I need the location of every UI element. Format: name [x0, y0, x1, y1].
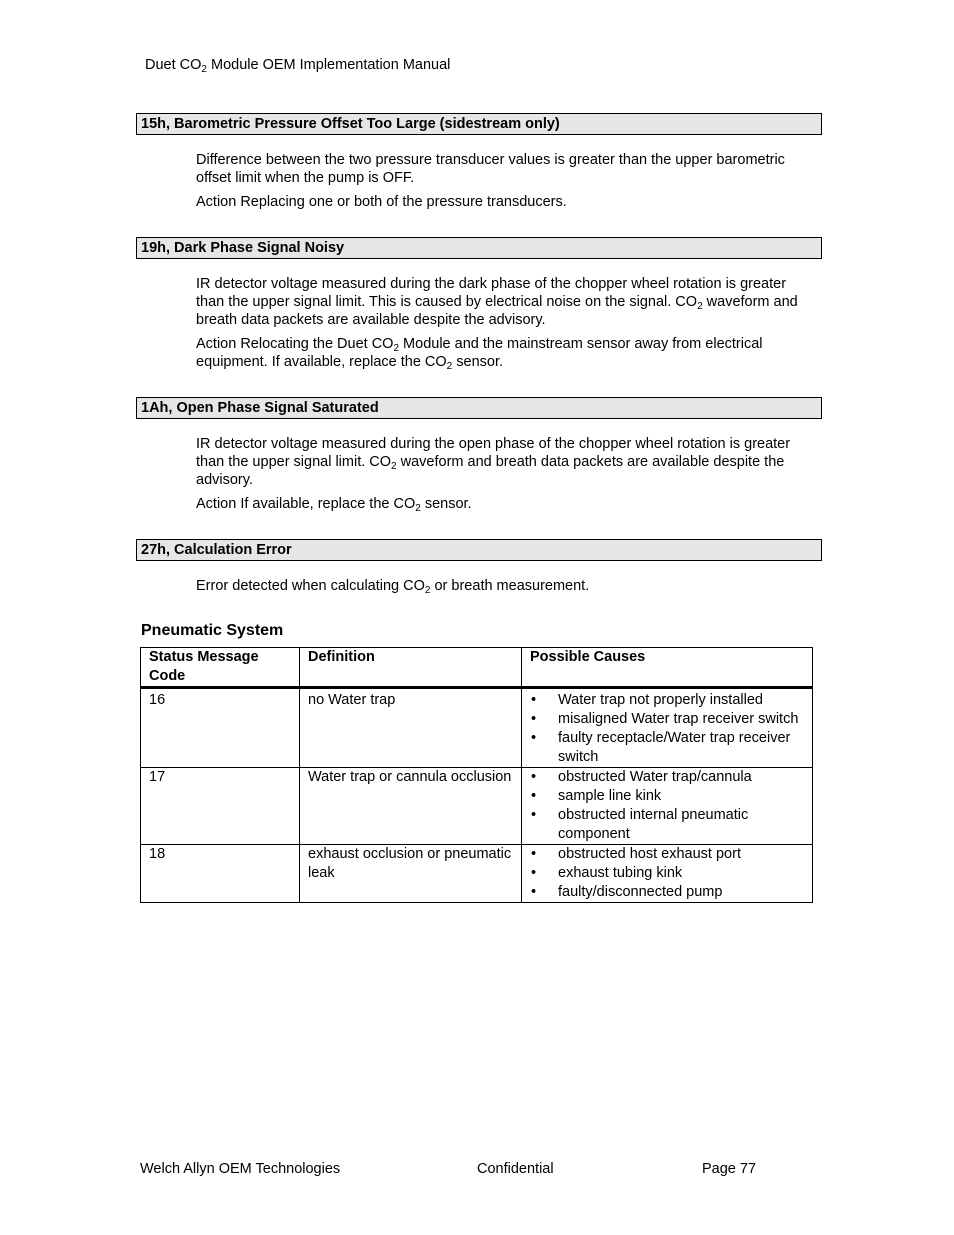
definition: exhaust occlusion or pneumatic leak	[300, 845, 522, 903]
subscript: 2	[415, 503, 421, 514]
text-run: sensor.	[420, 496, 472, 512]
header-text-end: Module OEM Implementation Manual	[206, 57, 451, 73]
possible-causes	[522, 768, 813, 845]
subscript: 2	[446, 361, 453, 372]
column-header-causes: Possible Causes	[522, 648, 813, 688]
text-run: IR detector voltage measured during the open phase of the chopper wheel rotation is greater than the upper signal limit. CO	[196, 436, 791, 470]
text-run: sensor.	[452, 354, 504, 370]
section-15h-action: Action Replacing one or both of the pressure transducers.	[196, 194, 567, 210]
subscript: 2	[391, 461, 397, 472]
subscript: 2	[697, 301, 703, 312]
status-code: 17	[141, 768, 300, 845]
section-title-15h: 15h, Barometric Pressure Offset Too Large (sidestream only)	[136, 113, 822, 135]
list-item: • faulty/disconnected pump	[530, 883, 804, 902]
table-row	[141, 768, 813, 845]
text-run: waveform and breath data packets are available despite the advisory.	[196, 454, 785, 488]
column-header-definition: Definition	[300, 648, 522, 688]
section-1ah-description	[196, 435, 811, 489]
subscript: 2	[424, 585, 431, 596]
list-item: • misaligned Water trap receiver switch	[530, 710, 804, 729]
definition: no Water trap	[300, 688, 522, 768]
pneumatic-table	[140, 647, 813, 903]
text-run: or breath measurement.	[430, 578, 590, 594]
section-title-1ah: 1Ah, Open Phase Signal Saturated	[136, 397, 822, 419]
list-item: • exhaust tubing kink	[530, 864, 804, 883]
document-header	[145, 56, 450, 74]
column-header-code: Status Message Code	[141, 648, 300, 688]
table-row	[141, 845, 813, 903]
list-item: • obstructed Water trap/cannula	[530, 768, 804, 787]
section-19h-action	[196, 335, 811, 371]
section-1ah-action	[196, 495, 811, 513]
footer-confidential: Confidential	[477, 1161, 554, 1177]
section-19h-description	[196, 275, 811, 329]
possible-causes	[522, 688, 813, 768]
header-subscript: 2	[201, 64, 207, 75]
footer-page-number: Page 77	[702, 1161, 757, 1177]
causes-list	[530, 845, 804, 902]
section-15h-description: Difference between the two pressure transducer values is greater than the upper barometric offset limit when the pump is OFF.	[196, 152, 785, 186]
text-run: waveform and breath data packets are available despite the advisory.	[196, 294, 798, 328]
causes-list	[530, 691, 804, 767]
causes-list	[530, 768, 804, 844]
header-text: Duet CO	[145, 57, 202, 73]
text-run: Error detected when calculating CO	[196, 578, 425, 594]
section-title-19h: 19h, Dark Phase Signal Noisy	[136, 237, 822, 259]
table-row	[141, 688, 813, 768]
section-title-27h: 27h, Calculation Error	[136, 539, 822, 561]
status-code: 18	[141, 845, 300, 903]
table-header-row	[141, 648, 813, 688]
text-run: IR detector voltage measured during the dark phase of the chopper wheel rotation is greater than the upper signal limit. This is caused by electrical noise on the signal. CO	[196, 276, 787, 310]
footer-company: Welch Allyn OEM Technologies	[140, 1161, 341, 1177]
text-run: Action Relocating the Duet CO	[196, 336, 394, 352]
possible-causes	[522, 845, 813, 903]
definition: Water trap or cannula occlusion	[300, 768, 522, 845]
list-item: • obstructed internal pneumatic component	[530, 806, 804, 844]
status-code: 16	[141, 688, 300, 768]
subscript: 2	[393, 343, 400, 354]
list-item: • faulty receptacle/Water trap receiver switch	[530, 729, 804, 767]
list-item: • sample line kink	[530, 787, 804, 806]
pneumatic-system-heading: Pneumatic System	[141, 622, 284, 639]
section-27h-description	[196, 577, 811, 595]
list-item: • obstructed host exhaust port	[530, 845, 804, 864]
list-item: • Water trap not properly installed	[530, 691, 804, 710]
text-run: Action If available, replace the CO	[196, 496, 416, 512]
text-run: Module and the mainstream sensor away from electrical equipment. If available, replace the CO	[196, 336, 763, 370]
